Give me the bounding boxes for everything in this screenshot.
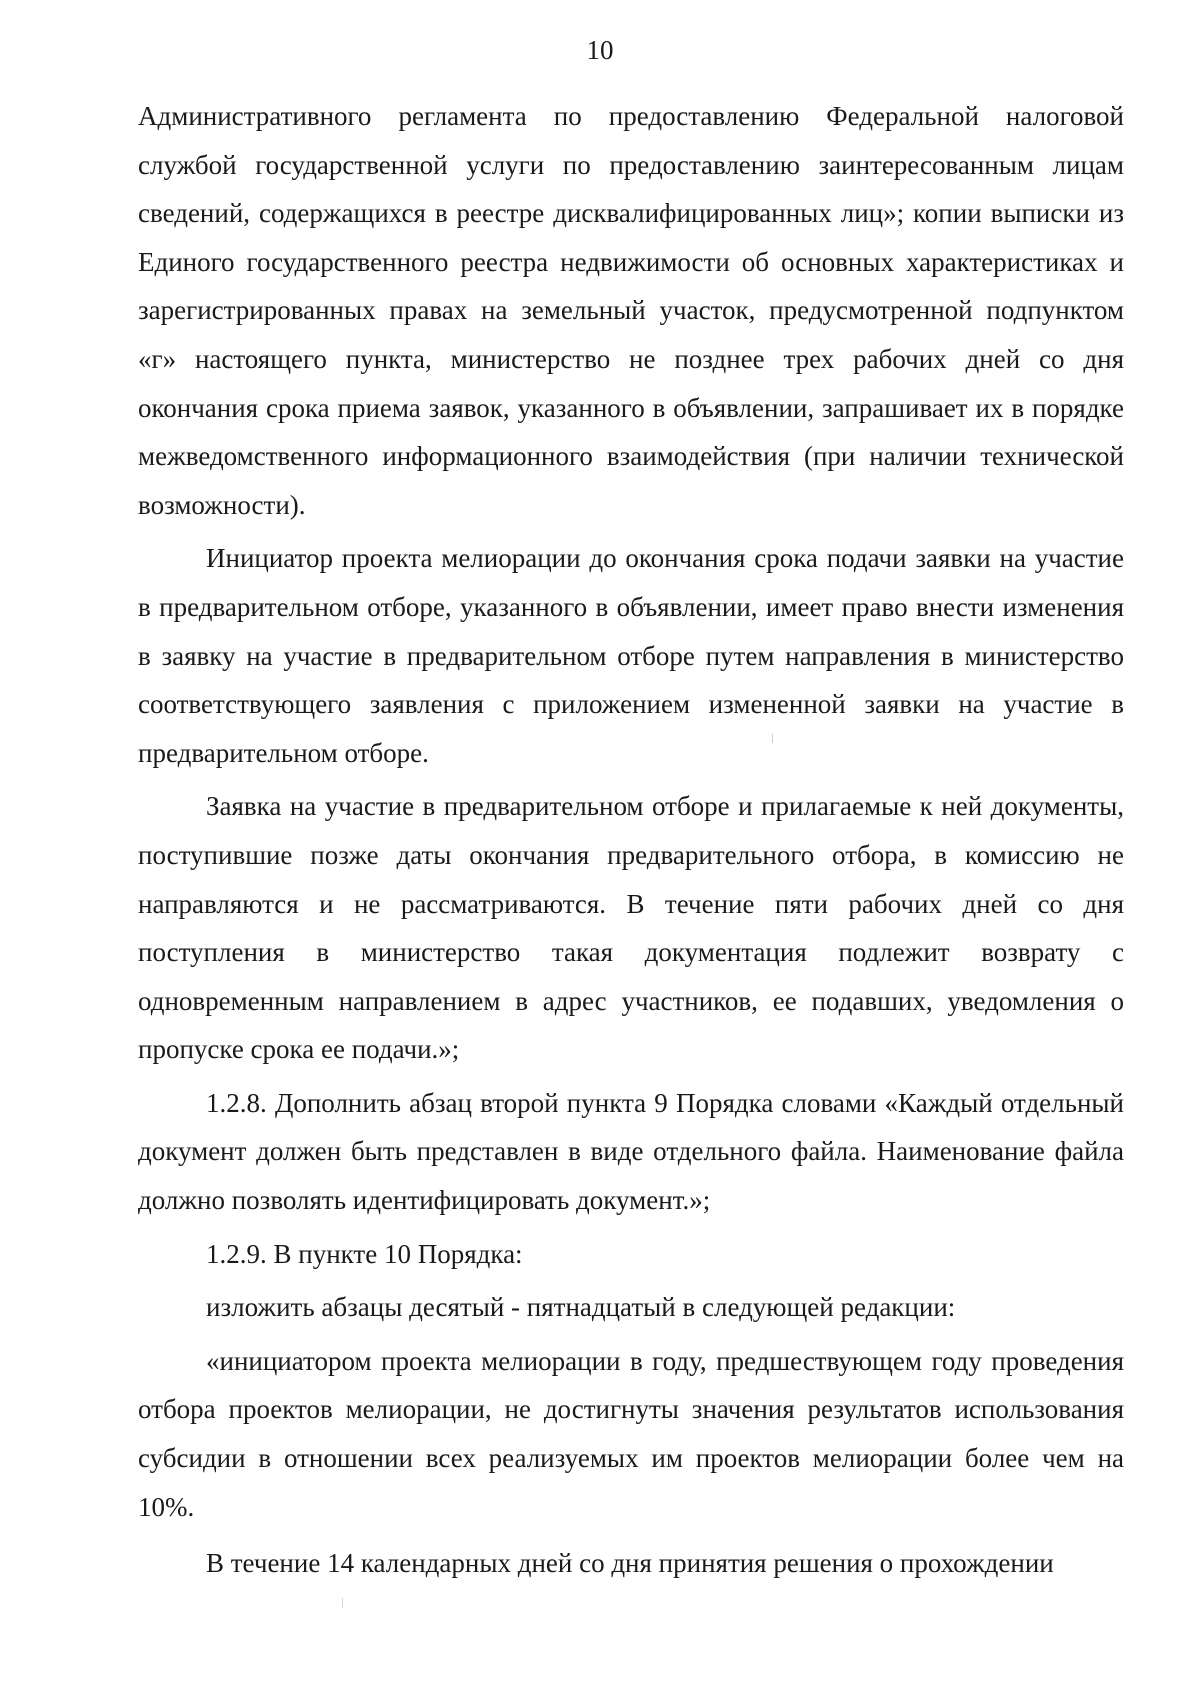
paragraph-1-2-9: 1.2.9. В пункте 10 Порядка:: [206, 1238, 523, 1269]
page-number: 10: [586, 35, 614, 65]
paragraph-amend-abzacy: изложить абзацы десятый - пятнадцатый в следующей редакции:: [206, 1292, 956, 1323]
document-body: [138, 92, 1124, 1588]
paragraph-initiator-changes: Инициатор проекта мелиорации до окончания срока подачи заявки на участие в предварительном отборе, указанного в объявлении, имеет право внести изменения в заявку на участие в предварительном отборе путем направления в министерство соответствующего заявления с приложением измененной заявки на участие в предварительном отборе.: [138, 543, 1124, 768]
paragraph-14-days: В течение 14 календарных дней со дня принятия решения о прохождении: [206, 1548, 1054, 1579]
paragraph-1-2-8: 1.2.8. Дополнить абзац второй пункта 9 Порядка словами «Каждый отдельный документ должен быть представлен в виде отдельного файла. Наименование файла должно позволять идентифицировать документ.»;: [138, 1087, 1124, 1216]
scan-artifact: [772, 734, 773, 743]
scan-artifact: [342, 1598, 343, 1608]
paragraph-regulation-continuation: Административного регламента по предоставлению Федеральной налоговой службой государственной услуги по предоставлению заинтересованным лицам сведений, содержащихся в реестре дисквалифицированных лиц»; копии выписки из Единого государственного реестра недвижимости об основных характеристиках и зарегистрированных правах на земельный участок, предусмотренной подпунктом «г» настоящего пункта, министерство не позднее трех рабочих дней со дня окончания срока приема заявок, указанного в объявлении, запрашивает их в порядке межведомственного информационного взаимодействия (при наличии технической возможности).: [138, 101, 1124, 520]
paragraph-late-application: Заявка на участие в предварительном отборе и прилагаемые к ней документы, поступившие позже даты окончания предварительного отбора, в комиссию не направляются и не рассматриваются. В течение пяти рабочих дней со дня поступления в министерство такая документация подлежит возврату с одновременным направлением в адрес участников, ее подавших, уведомления о пропуске срока ее подачи.»;: [138, 791, 1124, 1065]
paragraph-initiator-results: «инициатором проекта мелиорации в году, предшествующем году проведения отбора проектов мелиорации, не достигнуты значения результатов использования субсидии в отношении всех реализуемых им проектов мелиорации более чем на 10%.: [138, 1345, 1124, 1522]
